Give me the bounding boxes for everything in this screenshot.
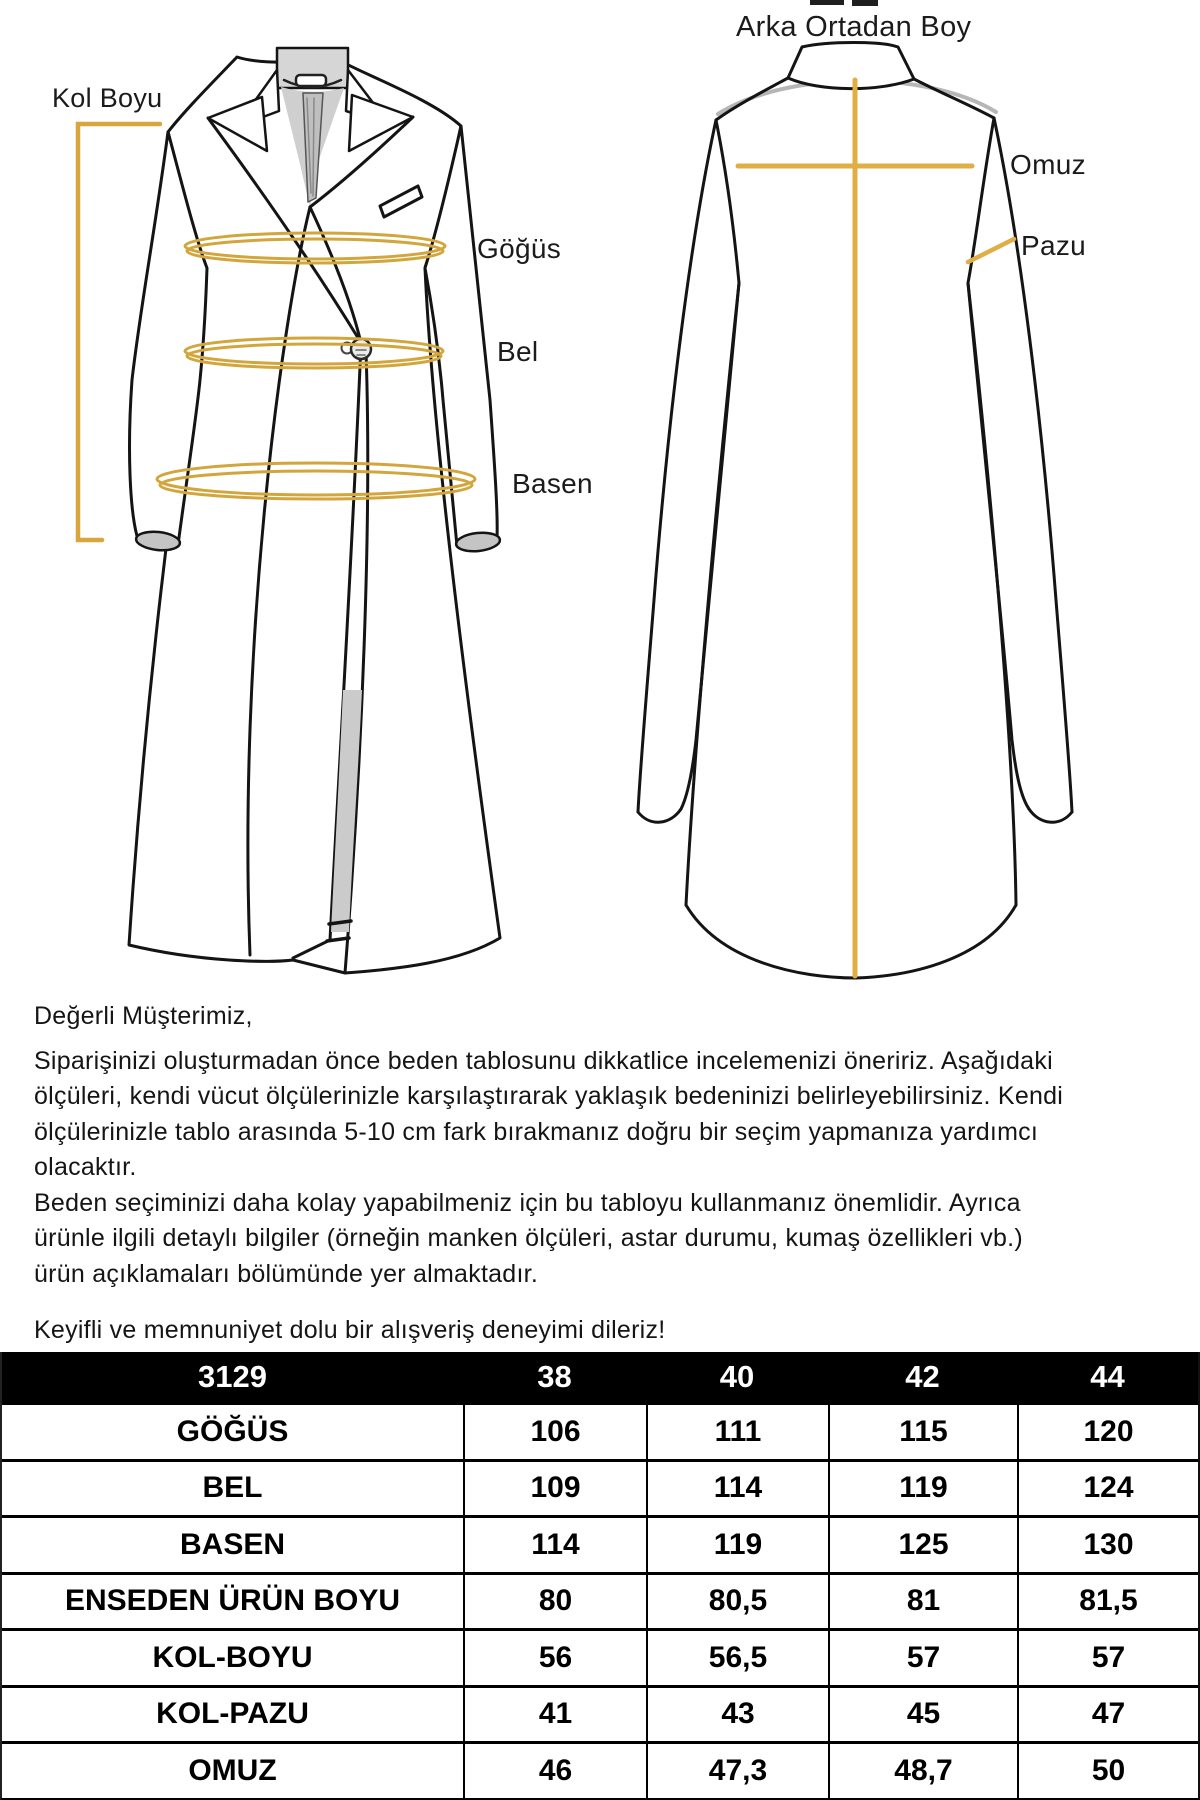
value-cell: 81: [828, 1575, 1017, 1629]
back-measurement-marks: [738, 80, 1014, 976]
row-label: OMUZ: [188, 1753, 277, 1787]
value-cell: 125: [828, 1518, 1017, 1572]
table-row-bicep: [2, 1685, 1198, 1742]
label-shoulder: Omuz: [1010, 149, 1086, 180]
value-cell: 115: [828, 1405, 1017, 1459]
value-cell: 119: [828, 1462, 1017, 1516]
size-table-header-row: [2, 1352, 1198, 1402]
row-label: BEL: [202, 1471, 263, 1505]
front-coat-illustration: [129, 48, 501, 973]
intro-line: Siparişinizi oluşturmadan önce beden tablosunu dikkatlice incelemenizi öneririz. Aşağıdaki: [34, 1046, 1053, 1075]
value-cell: 43: [646, 1688, 828, 1742]
label-waist: Bel: [497, 336, 539, 367]
value-cell: 124: [1017, 1462, 1198, 1516]
label-back-center-length: Arka Ortadan Boy: [736, 11, 972, 43]
size-cell: 38: [537, 1359, 572, 1394]
value-cell: 80,5: [646, 1575, 828, 1629]
hanger-loop: [296, 75, 326, 86]
value-cell: 45: [828, 1688, 1017, 1742]
value-cell: 109: [463, 1462, 646, 1516]
intro-line: olacaktır.: [34, 1153, 137, 1181]
value-cell: 57: [828, 1631, 1017, 1685]
front-button: [351, 339, 371, 359]
table-row-chest: [2, 1402, 1198, 1459]
value-cell: 114: [463, 1518, 646, 1572]
value-cell: 48,7: [828, 1744, 1017, 1798]
value-cell: 56: [463, 1631, 646, 1685]
value-cell: 114: [646, 1462, 828, 1516]
value-cell: 57: [1017, 1631, 1198, 1685]
label-sleeve-length: Kol Boyu: [52, 83, 163, 113]
size-cell: 40: [719, 1359, 755, 1394]
closing-line: Keyifli ve memnuniyet dolu bir alışveriş deneyimi dileriz!: [34, 1316, 666, 1344]
intro-line: ölçülerinizle tablo arasında 5-10 cm fark bırakmanız doğru bir seçim yapmanıza yardımcı: [34, 1117, 1039, 1146]
value-cell: 81,5: [1017, 1575, 1198, 1629]
value-cell: 47: [1017, 1688, 1198, 1742]
table-row-sleeve-length: [2, 1628, 1198, 1685]
table-row-length: [2, 1572, 1198, 1629]
value-cell: 106: [463, 1405, 646, 1459]
intro-line: ölçüleri, kendi vücut ölçülerinizle karşılaştırarak yaklaşık bedeninizi belirleyebilirsiniz. Kendi: [34, 1082, 1064, 1110]
row-label: BASEN: [179, 1527, 285, 1561]
cropped-text-artifact: [810, 0, 878, 6]
value-cell: 111: [646, 1405, 828, 1459]
table-row-waist: [2, 1459, 1198, 1516]
value-cell: 80: [463, 1575, 646, 1629]
size-cell: 44: [1090, 1359, 1125, 1394]
intro-line: ürün açıklamaları bölümünde yer almaktadır.: [34, 1259, 539, 1288]
label-bicep: Pazu: [1021, 230, 1087, 261]
value-cell: 46: [463, 1744, 646, 1798]
size-cell: 42: [905, 1359, 940, 1394]
row-label: KOL-BOYU: [152, 1640, 313, 1674]
greeting-line: Değerli Müşterimiz,: [34, 1002, 253, 1030]
label-chest: Göğüs: [477, 233, 561, 264]
size-table: [0, 1352, 1200, 1800]
value-cell: 119: [646, 1518, 828, 1572]
intro-line: Beden seçiminizi daha kolay yapabilmeniz için bu tabloyu kullanmanız önemlidir. Ayrıca: [34, 1188, 1021, 1217]
value-cell: 130: [1017, 1518, 1198, 1572]
intro-line: ürünle ilgili detaylı bilgiler (örneğin manken ölçüleri, astar durumu, kumaş özellikleri vb.): [34, 1224, 1023, 1252]
value-cell: 47,3: [646, 1744, 828, 1798]
row-label: KOL-PAZU: [156, 1697, 309, 1731]
value-cell: 56,5: [646, 1631, 828, 1685]
table-row-shoulder: [2, 1741, 1198, 1798]
value-cell: 50: [1017, 1744, 1198, 1798]
row-label: GÖĞÜS: [176, 1414, 289, 1448]
value-cell: 120: [1017, 1405, 1198, 1459]
product-code-cell: 3129: [198, 1359, 267, 1394]
intro-text: [34, 999, 1194, 1349]
value-cell: 41: [463, 1688, 646, 1742]
back-collar: [788, 43, 914, 89]
row-label: ENSEDEN ÜRÜN BOYU: [64, 1584, 401, 1618]
table-row-hip: [2, 1515, 1198, 1572]
label-hip: Basen: [512, 468, 593, 499]
